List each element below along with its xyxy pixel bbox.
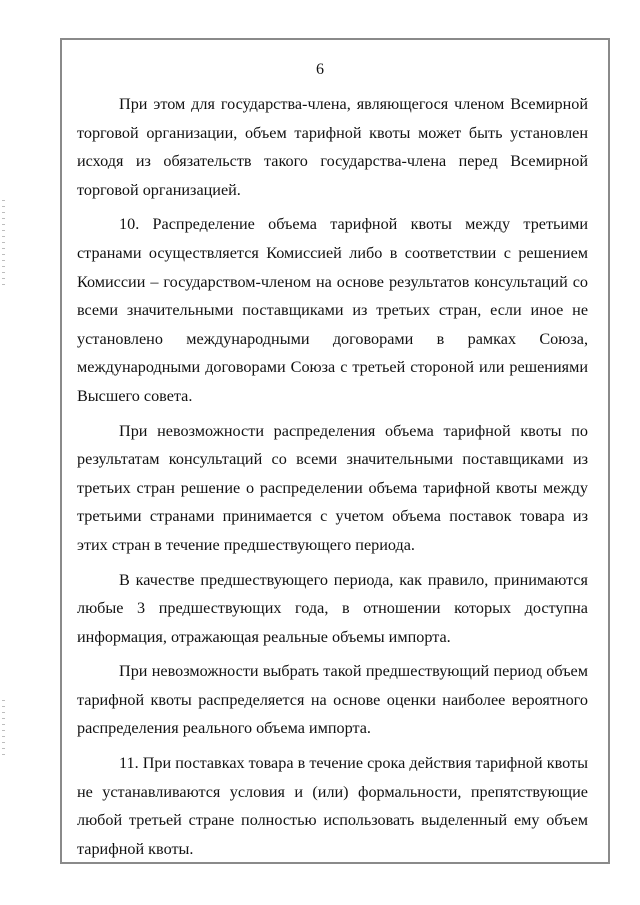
paragraph-11-formalities: 11. При поставках товара в течение срока действия тарифной квоты не устанавливаются условия и (или) формальности, препятствующие любой третьей стране полностью использовать выделенный ему объем тарифной квоты. bbox=[77, 754, 588, 858]
paragraph-consultation-failure: При невозможности распределения объема тарифной квоты по результатам консультаций со всеми значительными поставщиками из третьих стран решение о распределении объема тарифной квоты между третьими странами принимается с учетом объема поставок товара из этих стран в течение предшествующего периода. bbox=[77, 421, 588, 554]
document-body bbox=[77, 90, 588, 863]
scan-margin-mark-top bbox=[2, 200, 5, 290]
scan-margin-mark-bottom bbox=[2, 700, 5, 760]
paragraph-wto-quota: При этом для государства-члена, являющегося членом Всемирной торговой организации, объем тарифной квоты может быть установлен исходя из обязательств такого государства-члена перед Всемирной торговой организацией. bbox=[77, 95, 588, 199]
paragraph-10-distribution: 10. Распределение объема тарифной квоты между третьими странами осуществляется Комиссией либо в соответствии с решением Комиссии – государством-членом на основе результатов консультаций со всеми значительными поставщиками из третьих стран, если иное не установлено международными договорами в рамках Союза, международными договорами Союза с третьей стороной или решениями Высшего совета. bbox=[77, 215, 588, 405]
page-number: 6 bbox=[316, 61, 324, 78]
paragraph-probable-distribution: При невозможности выбрать такой предшествующий период объем тарифной квоты распределяется на основе оценки наиболее вероятного распределения реального объема импорта. bbox=[77, 662, 588, 738]
paragraph-preceding-period: В качестве предшествующего периода, как правило, принимаются любые 3 предшествующих года, в отношении которых доступна информация, отражающая реальные объемы импорта. bbox=[77, 570, 588, 646]
